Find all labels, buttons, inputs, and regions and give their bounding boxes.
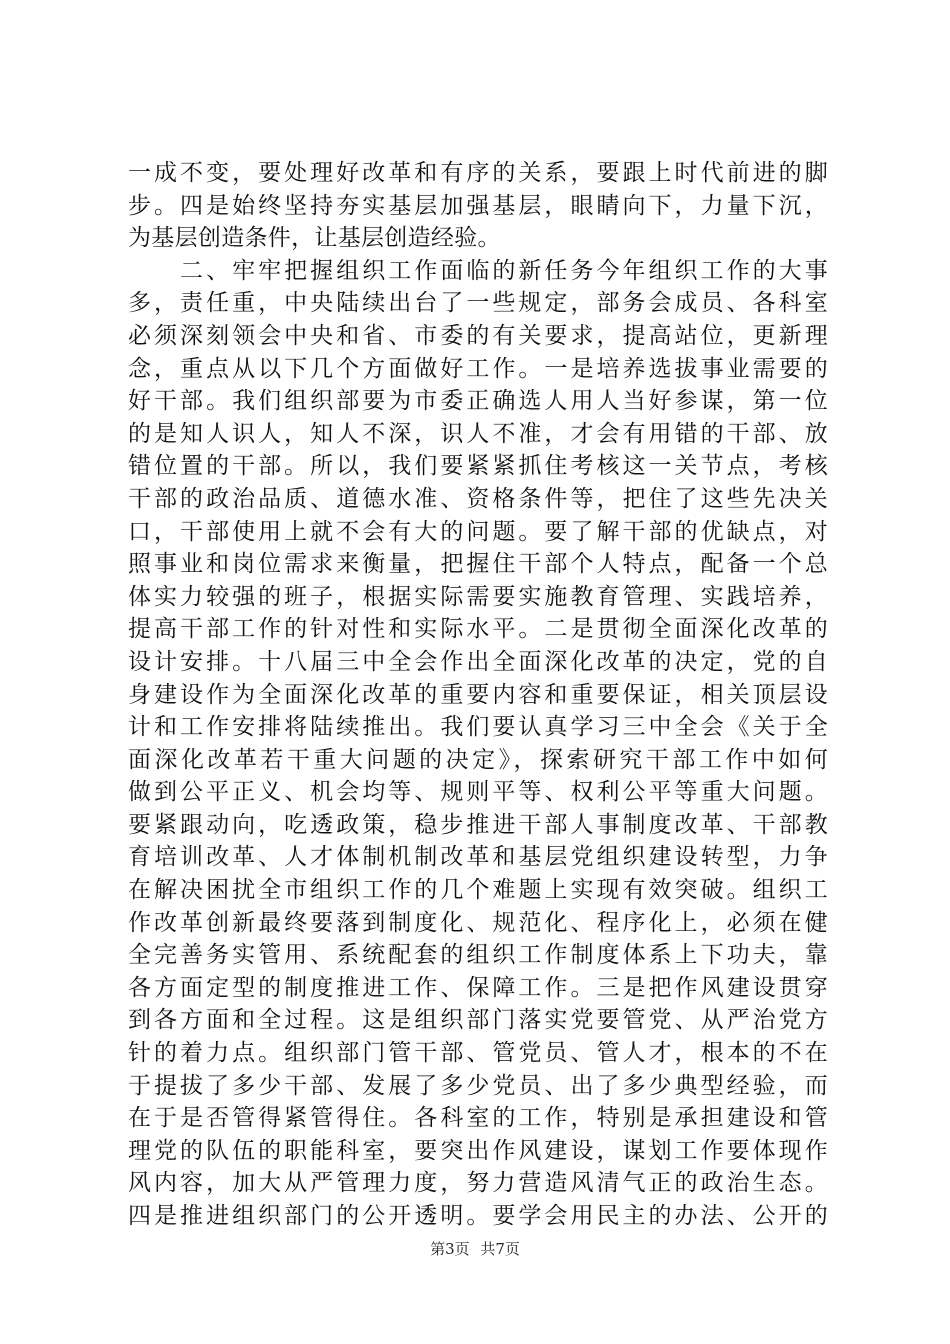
text-line: 风内容，加大从严管理力度，努力营造风清气正的政治生态。: [128, 1170, 828, 1197]
text-line: 在解决困扰全市组织工作的几个难题上实现有效突破。组织工: [128, 877, 828, 904]
text-line: 各方面定型的制度推进工作、保障工作。三是把作风建设贯穿: [128, 974, 828, 1001]
text-line: 全完善务实管用、系统配套的组织工作制度体系上下功夫，靠: [128, 942, 828, 969]
text-line: 四是推进组织部门的公开透明。要学会用民主的办法、公开的: [128, 1203, 828, 1229]
text-line: 在于是否管得紧管得住。各科室的工作，特别是承担建设和管: [128, 1105, 828, 1132]
text-line: 错位置的干部。所以，我们要紧紧抓住考核这一关节点，考核: [128, 453, 828, 480]
text-line: 多，责任重，中央陆续出台了一些规定，部务会成员、各科室: [128, 290, 828, 317]
text-line: 到各方面和全过程。这是组织部门落实党要管党、从严治党方: [128, 1007, 828, 1034]
text-line: 好干部。我们组织部要为市委正确选人用人当好参谋，第一位: [128, 388, 828, 415]
text-line: 理党的队伍的职能科室，要突出作风建设，谋划工作要体现作: [128, 1137, 828, 1164]
page-number-total: 共7页: [480, 1240, 520, 1258]
text-line: 念，重点从以下几个方面做好工作。一是培养选拔事业需要的: [128, 355, 828, 382]
page-number-current: 第3页: [430, 1240, 470, 1258]
body-text: [128, 157, 828, 1233]
text-line: 步。四是始终坚持夯实基层加强基层，眼睛向下，力量下沉，: [128, 192, 828, 219]
text-line: 二、牢牢把握组织工作面临的新任务今年组织工作的大事: [128, 257, 828, 284]
text-line: 一成不变，要处理好改革和有序的关系，要跟上时代前进的脚: [128, 160, 828, 186]
text-line: 干部的政治品质、道德水准、资格条件等，把住了这些先决关: [128, 485, 828, 512]
text-line: 的是知人识人，知人不深，识人不准，才会有用错的干部、放: [128, 420, 828, 447]
text-line: 必须深刻领会中央和省、市委的有关要求，提高站位，更新理: [128, 322, 828, 349]
text-line: 针的着力点。组织部门管干部、管党员、管人才，根本的不在: [128, 1040, 828, 1067]
text-line: 计和工作安排将陆续推出。我们要认真学习三中全会《关于全: [128, 714, 828, 741]
text-line: 面深化改革若干重大问题的决定》，探索研究干部工作中如何: [128, 746, 828, 773]
text-line: 育培训改革、人才体制机制改革和基层党组织建设转型，力争: [128, 844, 828, 871]
text-line: 要紧跟动向，吃透政策，稳步推进干部人事制度改革、干部教: [128, 811, 828, 838]
page-footer: [0, 1238, 950, 1259]
text-line: 体实力较强的班子，根据实际需要实施教育管理、实践培养，: [128, 583, 828, 610]
text-line: 照事业和岗位需求来衡量，把握住干部个人特点，配备一个总: [128, 551, 828, 578]
text-line: 口，干部使用上就不会有大的问题。要了解干部的优缺点，对: [128, 518, 828, 545]
text-line: 设计安排。十八届三中全会作出全面深化改革的决定，党的自: [128, 648, 828, 675]
text-line: 身建设作为全面深化改革的重要内容和重要保证，相关顶层设: [128, 681, 828, 708]
text-line: 做到公平正义、机会均等、规则平等、权利公平等重大问题。: [128, 779, 828, 806]
text-line: 作改革创新最终要落到制度化、规范化、程序化上，必须在健: [128, 909, 828, 936]
text-line: 为基层创造条件，让基层创造经验。: [128, 225, 501, 252]
text-line: 于提拔了多少干部、发展了多少党员、出了多少典型经验，而: [128, 1072, 828, 1099]
text-line: 提高干部工作的针对性和实际水平。二是贯彻全面深化改革的: [128, 616, 828, 643]
